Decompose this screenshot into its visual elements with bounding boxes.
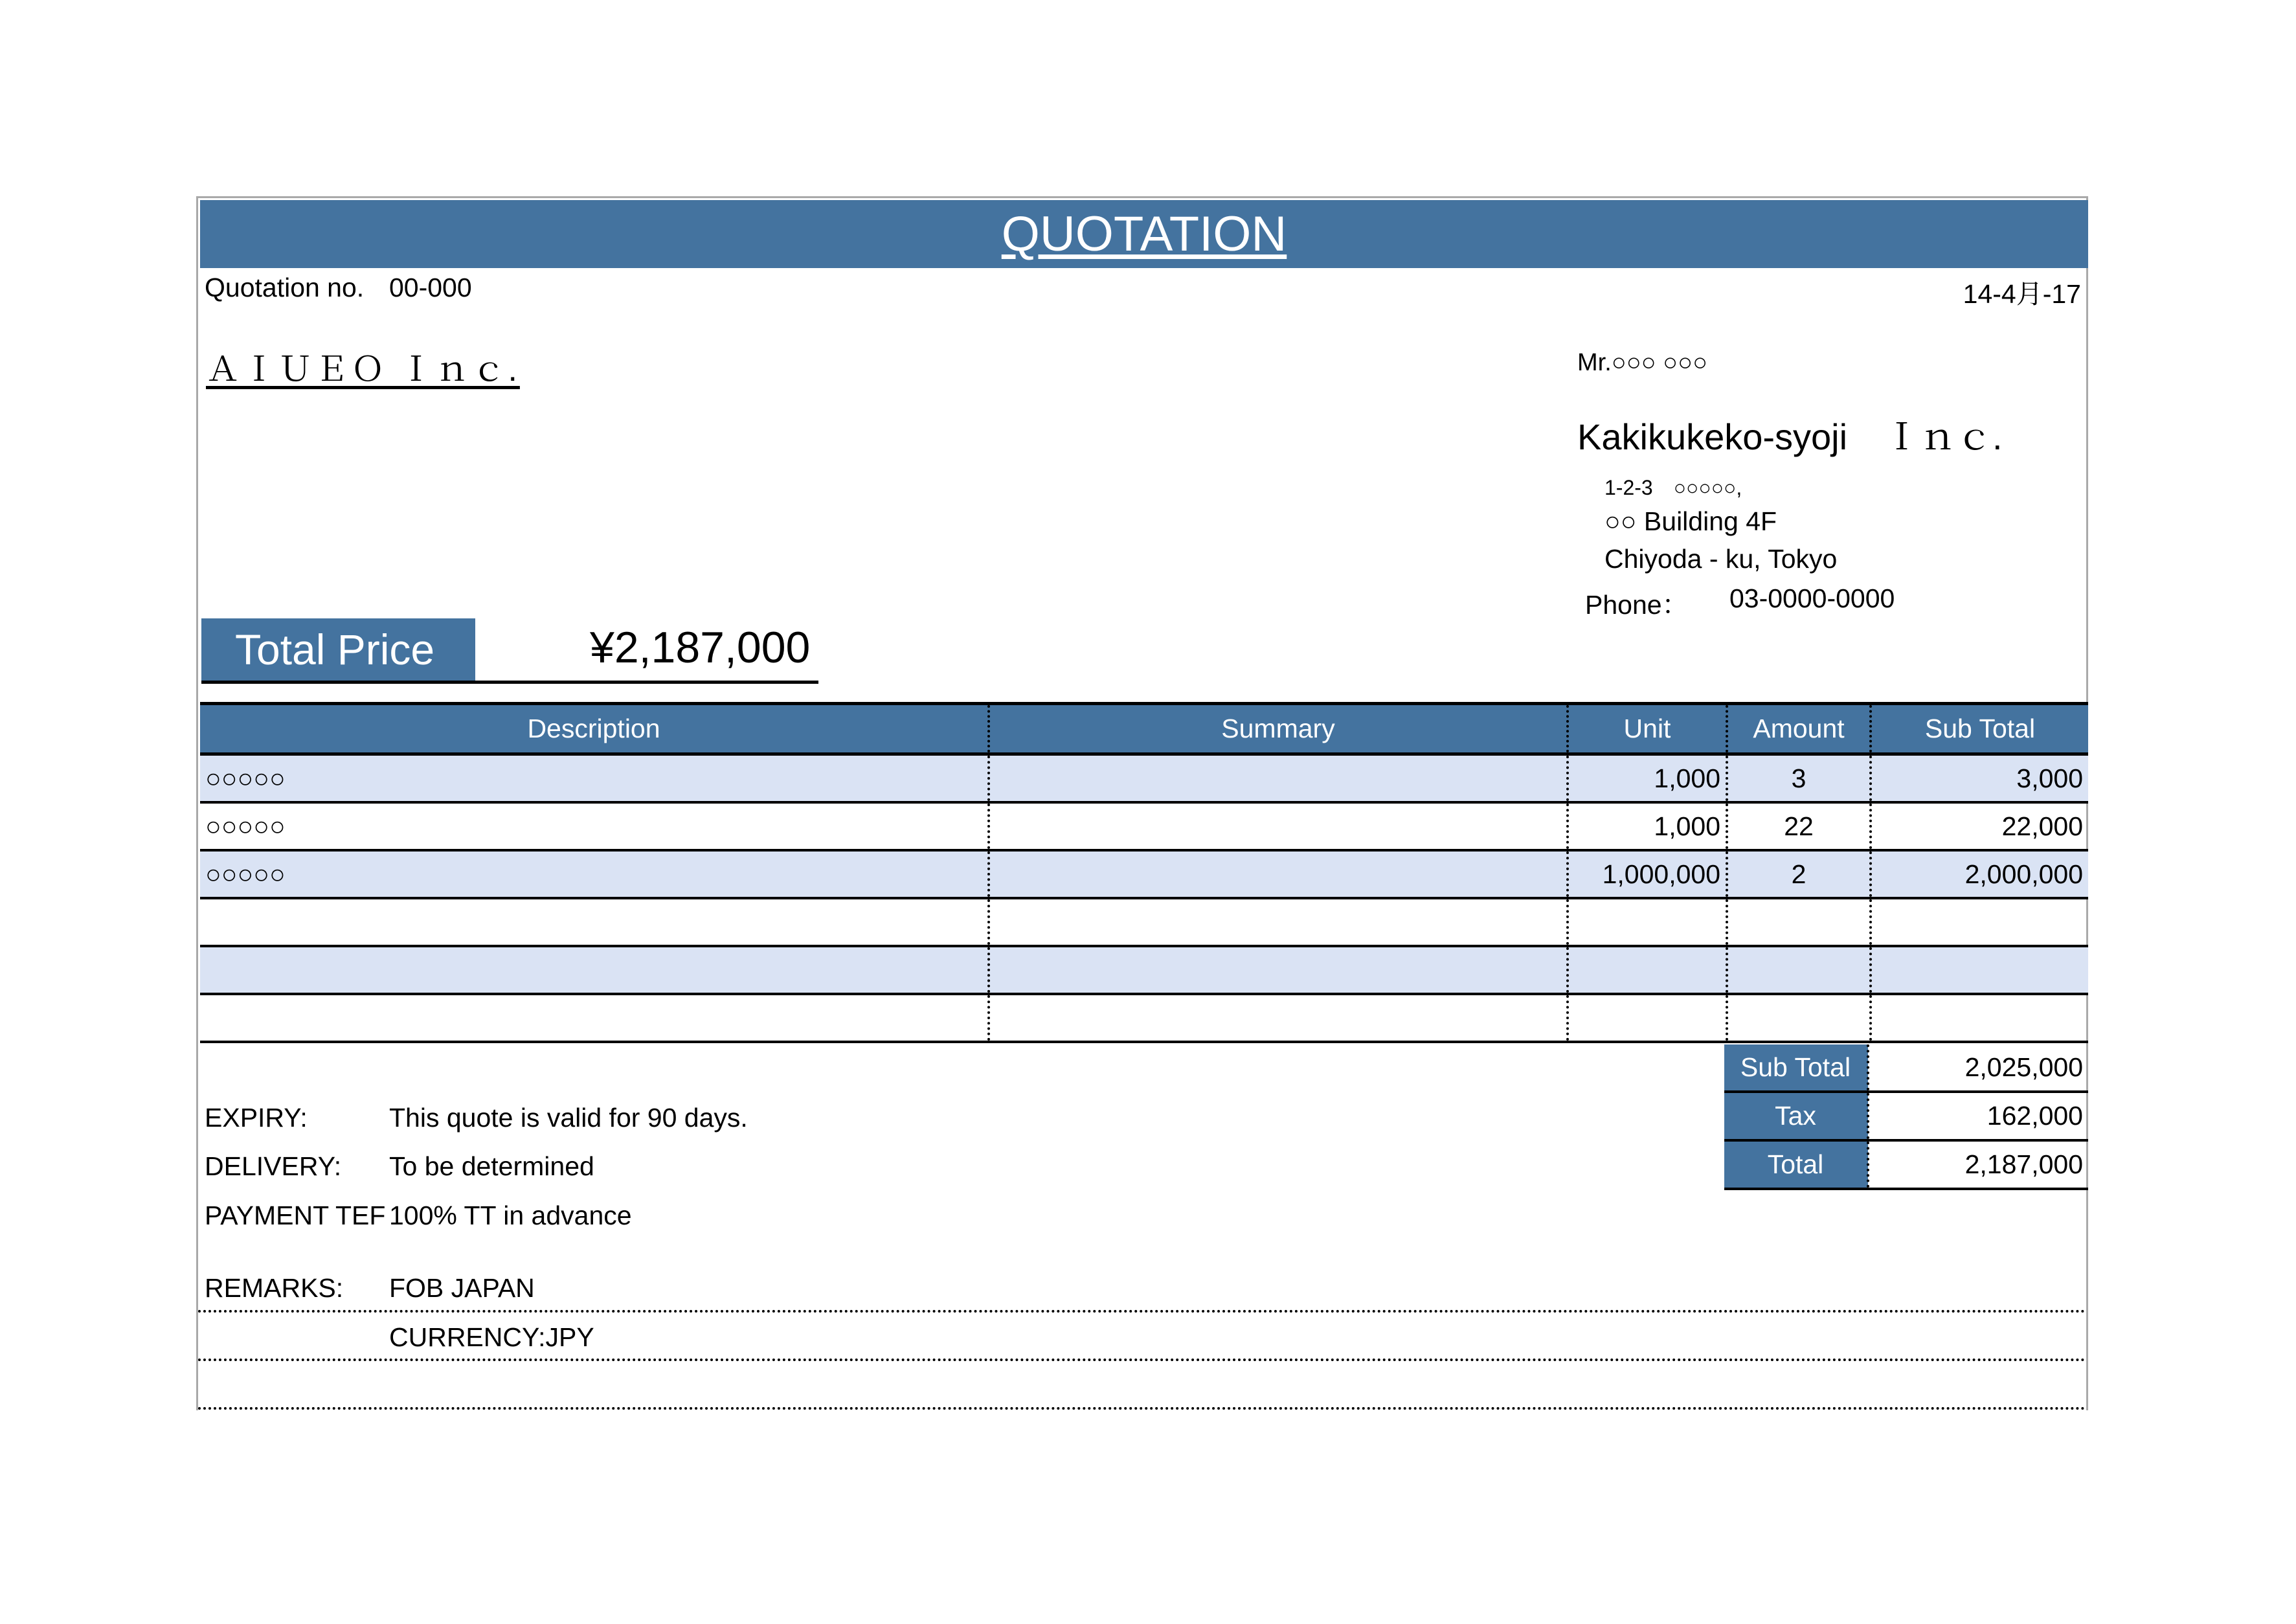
totals-total-row	[1724, 1140, 2088, 1189]
header-description: Description	[200, 704, 989, 754]
table-row	[200, 754, 2088, 803]
cell-subtotal	[1871, 946, 2088, 994]
cell-amount	[1727, 898, 1871, 946]
totals-subtotal-label: Sub Total	[1724, 1044, 1868, 1092]
cell-unit: 1,000,000	[1568, 850, 1727, 898]
cell-amount	[1727, 994, 1871, 1042]
cell-amount: 2	[1727, 850, 1871, 898]
total-price-value: ¥2,187,000	[590, 623, 811, 672]
totals-tax-label: Tax	[1724, 1092, 1868, 1140]
cell-subtotal: 3,000	[1871, 754, 2088, 803]
totals-tax-row	[1724, 1092, 2088, 1140]
expiry-value: This quote is valid for 90 days.	[389, 1103, 748, 1133]
cell-summary	[989, 754, 1568, 803]
table-row	[200, 802, 2088, 850]
sheet-bottom-divider	[198, 1407, 2086, 1410]
cell-description: ○○○○○	[200, 850, 989, 898]
cell-unit	[1568, 946, 1727, 994]
table-row	[200, 946, 2088, 994]
totals-total-label: Total	[1724, 1140, 1868, 1189]
quotation-sheet	[196, 196, 2088, 1410]
totals-table	[1724, 1044, 2088, 1190]
cell-description: ○○○○○	[200, 754, 989, 803]
title-bar	[200, 200, 2088, 268]
cell-description	[200, 898, 989, 946]
recipient-address-line1: 1-2-3 ○○○○○,	[1604, 476, 1742, 499]
cell-unit	[1568, 898, 1727, 946]
cell-description: ○○○○○	[200, 802, 989, 850]
payment-label: PAYMENT TEF	[205, 1201, 386, 1230]
remarks-divider	[198, 1359, 2086, 1361]
header-amount: Amount	[1727, 704, 1871, 754]
items-header-row	[200, 704, 2088, 754]
quotation-no: 00-000	[389, 273, 472, 302]
cell-summary	[989, 802, 1568, 850]
remarks-line1: FOB JAPAN	[389, 1273, 535, 1303]
recipient-address-line3: Chiyoda - ku, Tokyo	[1604, 544, 1838, 574]
totals-total-value: 2,187,000	[1868, 1140, 2088, 1189]
recipient-phone: 03-0000-0000	[1729, 583, 1895, 613]
payment-value: 100% TT in advance	[389, 1201, 632, 1230]
cell-description	[200, 946, 989, 994]
delivery-label: DELIVERY:	[205, 1151, 342, 1181]
table-row	[200, 994, 2088, 1042]
total-price-label: Total Price	[201, 618, 475, 681]
total-price-underline	[201, 681, 818, 684]
cell-subtotal	[1871, 994, 2088, 1042]
recipient-company: Kakikukeko-syoji Ｉｎｃ.	[1577, 416, 2003, 457]
remarks-divider	[198, 1310, 2086, 1313]
cell-amount: 3	[1727, 754, 1871, 803]
totals-subtotal-value: 2,025,000	[1868, 1044, 2088, 1092]
cell-summary	[989, 898, 1568, 946]
remarks-line2: CURRENCY:JPY	[389, 1322, 594, 1352]
recipient-address-line2: ○○ Building 4F	[1604, 506, 1777, 536]
items-table	[200, 702, 2088, 1043]
cell-unit: 1,000	[1568, 802, 1727, 850]
header-unit: Unit	[1568, 704, 1727, 754]
cell-subtotal: 2,000,000	[1871, 850, 2088, 898]
cell-summary	[989, 994, 1568, 1042]
totals-subtotal-row	[1724, 1044, 2088, 1092]
cell-summary	[989, 946, 1568, 994]
cell-description	[200, 994, 989, 1042]
recipient-phone-label: Phone：	[1585, 590, 1689, 620]
table-row	[200, 850, 2088, 898]
cell-subtotal: 22,000	[1871, 802, 2088, 850]
quotation-no-label: Quotation no.	[205, 273, 365, 302]
totals-tax-value: 162,000	[1868, 1092, 2088, 1140]
cell-amount: 22	[1727, 802, 1871, 850]
document-title: QUOTATION	[1001, 207, 1287, 262]
cell-subtotal	[1871, 898, 2088, 946]
delivery-value: To be determined	[389, 1151, 594, 1181]
recipient-attention: Mr.○○○ ○○○	[1577, 349, 1708, 376]
cell-unit	[1568, 994, 1727, 1042]
quotation-date: 14-4月-17	[1963, 279, 2081, 309]
cell-summary	[989, 850, 1568, 898]
cell-unit: 1,000	[1568, 754, 1727, 803]
header-subtotal: Sub Total	[1871, 704, 2088, 754]
remarks-label: REMARKS:	[205, 1273, 344, 1303]
expiry-label: EXPIRY:	[205, 1103, 308, 1133]
cell-amount	[1727, 946, 1871, 994]
header-summary: Summary	[989, 704, 1568, 754]
sender-company: ＡＩＵＥＯ Ｉｎｃ.	[206, 351, 520, 389]
table-row	[200, 898, 2088, 946]
